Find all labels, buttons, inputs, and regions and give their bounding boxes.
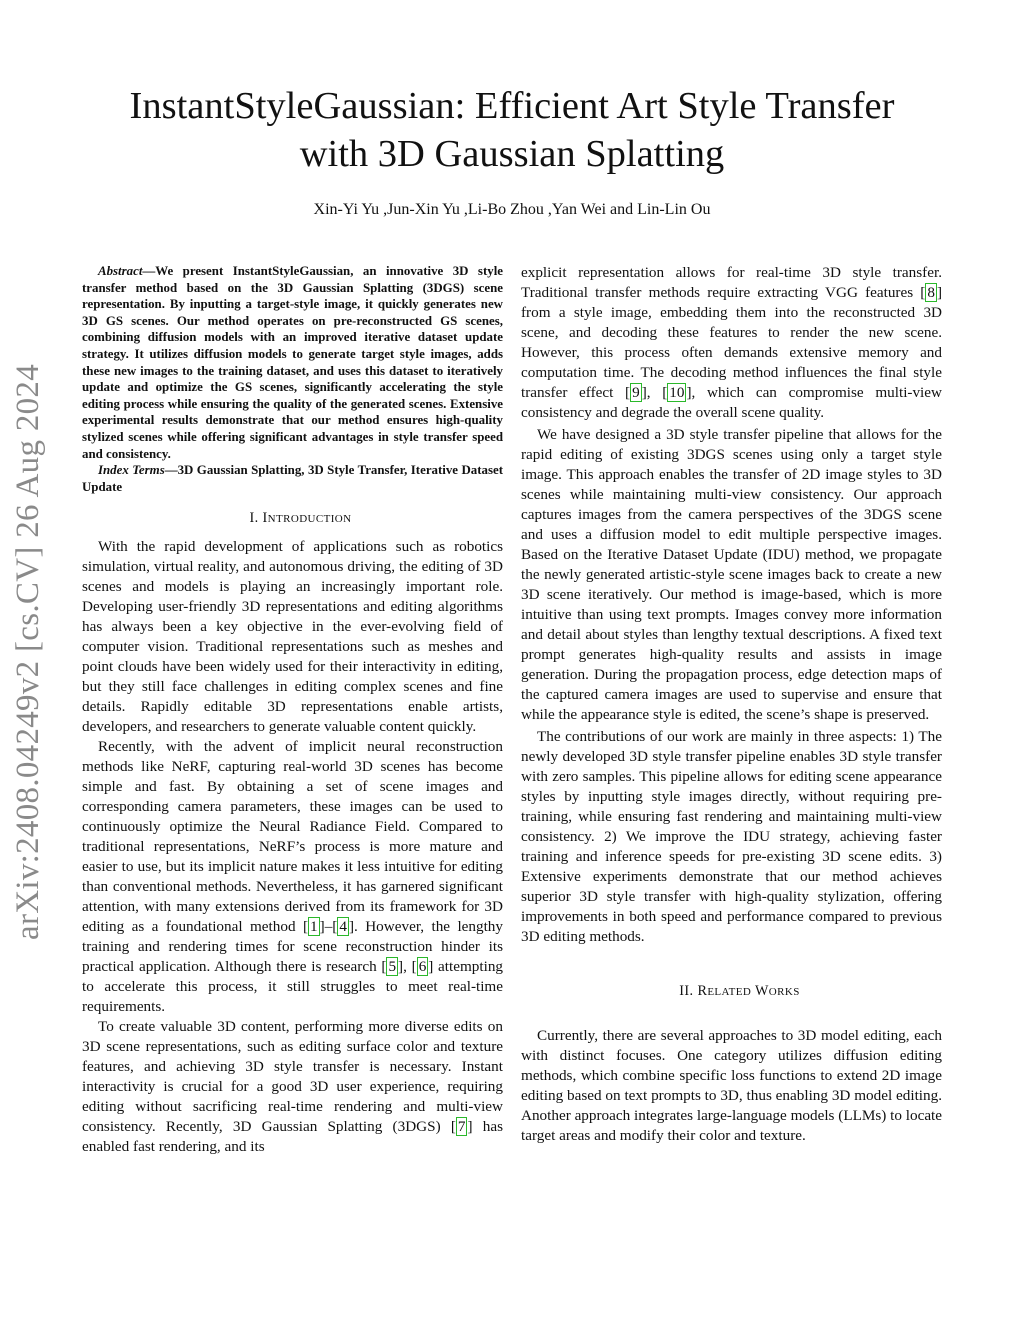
intro-paragraph-2: Recently, with the advent of implicit neural reconstruction methods like NeRF, capturing real-world 3D scenes has become simple and fast. By obtaining a set of scene images and corresponding camera parameters, these images can be used to continuously optimize the Neural Radiance Field. Compared to traditional representations, NeRF’s process is more mature and easier to use, but its implicit nature makes it less intuitive for editing than conventional methods. Nevertheless, it has garnered significant attention, with many extensions derived from its framework for 3D editing as a foundational method [ 1 ]–[ 4 ]. However, the lengthy training and rendering times for scene reconstruction hinder its practical application. Although there is research [ 5 ], [ 6 ] attempting to accelerate this process, it still struggles to meet real-time requirements. xyxy=(82,738,504,1016)
citation-link-6[interactable]: 6 xyxy=(418,958,427,976)
intro-paragraph-3: To create valuable 3D content, performing more diverse edits on 3D scene representations, such as editing surface color and texture features, and achieving 3D style transfer is necessary. Instant interactivity is crucial for a good 3D user experience, requiring editing without sacrificing real-time rendering and multi-view consistency. Recently, 3D Gaussian Splatting (3DGS) [ 7 ] has enabled fast rendering, and its xyxy=(82,1018,503,1156)
left-column xyxy=(82,263,503,1157)
paper-title xyxy=(80,82,944,178)
index-terms-label: Index Terms xyxy=(98,463,165,478)
abstract-text: —We present InstantStyleGaussian, an innovative 3D style transfer method based on the 3D Gaussian Splatting (3DGS) scene representation. By inputting a target-style image, it quickly generates new 3D GS scenes. Our method operates on pre-reconstructed GS scenes, combining diffusion models with an improved iterative dataset update strategy. It utilizes diffusion models to generate target style images, adds these new images to the training dataset, and uses this dataset to iteratively update and optimize the GS scenes, significantly accelerating the style editing process while ensuring the quality of the generated scenes. Extensive experimental results demonstrate that our method ensures high-quality stylized scenes while offering significant advantages in style transfer speed and consistency. xyxy=(82,264,503,461)
related-works-paragraph-1: Currently, there are several approaches to 3D model editing, each with distinct focuses. One category utilizes diffusion editing methods, which combine specific loss functions to extend 2D image editing based on text prompts to 3D, thus enabling 3D model editing. Another approach integrates large-language models (LLMs) to locate target areas and modify their color and texture. xyxy=(521,1027,943,1144)
author-list: Xin-Yi Yu ,Jun-Xin Yu ,Li-Bo Zhou ,Yan Wei and Lin-Lin Ou xyxy=(313,201,711,218)
citation-link-1[interactable]: 1 xyxy=(310,918,318,936)
section-heading-introduction: I. INTRODUCTION xyxy=(249,510,352,527)
citation-link-10[interactable]: 10 xyxy=(669,384,685,401)
paper-title-line-1: InstantStyleGaussian: Efficient Art Style Transfer xyxy=(129,85,895,127)
intro-paragraph-5: The contributions of our work are mainly in three aspects: 1) The newly developed 3D style transfer pipeline enables 3D style transfer with zero samples. This pipeline allows for editing scene appearance styles by inputting style images directly, without requiring pre-training, while ensuring fast rendering and maintaining multi-view consistency. 2) We improve the IDU strategy, achieving faster training and inference speeds for pre-existing 3D scene edits. 3) Extensive experiments demonstrate that our method achieves superior 3D style transfer with high-quality stylization, offering improvements in both speed and performance compared to previous 3D editing methods. xyxy=(521,728,942,945)
arxiv-identifier-text: arXiv:2408.04249v2 [cs.CV] 26 Aug 2024 xyxy=(10,363,46,940)
abstract-label: Abstract xyxy=(98,264,143,278)
citation-link-9[interactable]: 9 xyxy=(632,384,640,401)
citation-link-7[interactable]: 7 xyxy=(457,1118,466,1136)
right-column xyxy=(521,263,942,1146)
citation-link-8[interactable]: 8 xyxy=(927,284,935,301)
intro-paragraph-1: With the rapid development of applications such as robotics simulation, virtual reality, and autonomous driving, the editing of 3D scenes and models is playing an increasingly important role. Developing user-friendly 3D representations and editing algorithms has always been a key objective in the ever-evolving field of computer vision. Traditional representations such as meshes and point clouds have been widely used for their interactivity in editing, but they still face challenges in editing complex scenes and fine details. Rapidly editable 3D representations enable artists, developers, and researchers to generate valuable content quickly. xyxy=(82,538,503,736)
citation-link-5[interactable]: 5 xyxy=(388,958,397,976)
index-terms xyxy=(82,462,503,495)
paper-title-line-2: with 3D Gaussian Splatting xyxy=(299,133,725,175)
section-heading-related-works: II. RELATED WORKS xyxy=(679,983,800,999)
abstract xyxy=(82,263,503,462)
citation-link-4[interactable]: 4 xyxy=(339,918,347,936)
index-terms-text: —3D Gaussian Splatting, 3D Style Transfer, Iterative Dataset Update xyxy=(82,463,503,494)
intro-paragraph-3-continued: explicit representation allows for real-time 3D style transfer. Traditional transfer methods require extracting VGG features [ 8 ] from a style image, embedding them into the reconstructed 3D scene, and decoding these features to render the new scene. However, this process often demands extensive memory and computation time. The decoding method influences the final style transfer effect [ 9 ], [ 10 ], which can compromise multi-view consistency and degrade the overall scene quality. xyxy=(521,264,942,421)
intro-paragraph-4: We have designed a 3D style transfer pipeline that allows for the rapid editing of existing 3DGS scenes using only a target style image. This approach enables the transfer of 2D image styles to 3D scenes while maintaining multi-view consistency. Our approach captures images from the camera perspectives of the 3DGS scene and uses a diffusion model to edit multiple perspective images. Based on the Iterative Dataset Update (IDU) method, we propagate the newly generated artistic-style scene images back to create a new 3D scene iteratively. Our method is image-based, which is more intuitive than using text prompts. Images convey more information and detail about styles than lengthy textual descriptions. A fixed text prompt generates high-quality results and assists in image generation. During the propagation process, edge detection maps of the captured camera images are used to supervise and ensure that while the appearance style is edited, the scene’s shape is preserved. xyxy=(521,426,942,723)
